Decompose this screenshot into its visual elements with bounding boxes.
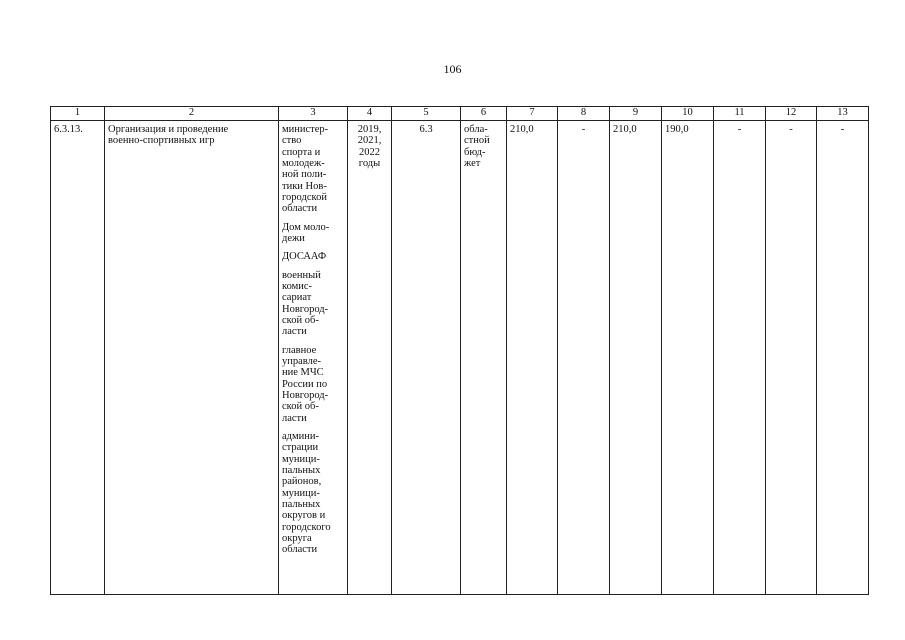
column-header-9: 9 xyxy=(610,107,662,121)
amount-col-13: - xyxy=(817,121,869,595)
years-line: 2019, xyxy=(357,124,382,135)
executor-line: области xyxy=(282,544,318,556)
source-line: бюд- xyxy=(464,146,486,158)
amount-col-8: - xyxy=(558,121,610,595)
amount-col-12: - xyxy=(766,121,817,595)
column-header-2: 2 xyxy=(105,107,279,121)
source-line: стной xyxy=(464,135,490,147)
column-header-5: 5 xyxy=(392,107,461,121)
executor-ministry xyxy=(282,124,344,215)
budget-table xyxy=(50,106,869,595)
executor-line: Дом моло- xyxy=(282,221,330,233)
column-header-3: 3 xyxy=(279,107,348,121)
executor-line: страции xyxy=(282,442,319,454)
executor-line: комис- xyxy=(282,280,313,292)
column-header-11: 11 xyxy=(714,107,766,121)
years-line: 2021, xyxy=(357,135,382,147)
executor-line: России по xyxy=(282,378,328,390)
executor-line: ние МЧС xyxy=(282,367,324,379)
executor-line: спорта и xyxy=(282,146,321,158)
executor-line: городской xyxy=(282,191,327,203)
executor-line: области xyxy=(282,203,318,215)
executor-line: молодеж- xyxy=(282,157,325,169)
column-header-10: 10 xyxy=(662,107,714,121)
executor-line: ской об- xyxy=(282,401,319,413)
executor-line: муници- xyxy=(282,487,320,499)
executor-line: Новгород- xyxy=(282,303,329,315)
executor-dosaaf xyxy=(282,251,344,262)
amount-col-10: 190,0 xyxy=(662,121,714,595)
executor-line: тики Нов- xyxy=(282,180,327,192)
amount-col-9: 210,0 xyxy=(610,121,662,595)
column-header-13: 13 xyxy=(817,107,869,121)
source-line: жет xyxy=(464,157,481,169)
source-line: обла- xyxy=(464,124,488,135)
column-header-1: 1 xyxy=(51,107,105,121)
executor-line: главное xyxy=(282,344,317,356)
years-line: 2022 xyxy=(359,146,380,158)
executor-military-commissariat xyxy=(282,270,344,338)
executor-line: ласти xyxy=(282,412,307,424)
column-header-8: 8 xyxy=(558,107,610,121)
funding-source xyxy=(461,121,507,595)
target-indicator-code: 6.3 xyxy=(392,121,461,595)
executor-line: военный xyxy=(282,269,321,281)
executors-cell xyxy=(279,121,348,595)
executor-line: районов, xyxy=(282,476,322,488)
amount-col-7: 210,0 xyxy=(507,121,558,595)
activity-name xyxy=(105,121,279,595)
executor-municipal-administrations xyxy=(282,431,344,556)
executor-line: сариат xyxy=(282,292,312,304)
column-header-7: 7 xyxy=(507,107,558,121)
executor-line: админи- xyxy=(282,430,320,442)
activity-name-line: военно-спортивных игр xyxy=(108,135,215,147)
column-header-12: 12 xyxy=(766,107,817,121)
executor-line: округов и xyxy=(282,510,326,522)
executor-line: дежи xyxy=(282,232,305,244)
executor-line: пальных xyxy=(282,464,321,476)
executor-line: ласти xyxy=(282,326,307,338)
executor-line: Новгород- xyxy=(282,389,329,401)
implementation-years xyxy=(348,121,392,595)
executor-emergencies-directorate xyxy=(282,345,344,424)
executor-line: управле- xyxy=(282,355,321,367)
table-row xyxy=(51,121,869,595)
executor-youth-house xyxy=(282,222,344,245)
page-number: 106 xyxy=(443,62,462,76)
executor-line: городского xyxy=(282,521,331,533)
amount-col-11: - xyxy=(714,121,766,595)
executor-line: ДОСААФ xyxy=(282,251,327,263)
activity-name-line: Организация и проведение xyxy=(108,124,229,135)
executor-line: министер- xyxy=(282,124,329,135)
executor-line: ской об- xyxy=(282,314,319,326)
column-header-4: 4 xyxy=(348,107,392,121)
executor-line: ство xyxy=(282,135,302,147)
row-code: 6.3.13. xyxy=(51,121,105,595)
executor-line: округа xyxy=(282,532,312,544)
executor-line: муници- xyxy=(282,453,320,465)
executor-line: ной поли- xyxy=(282,169,327,181)
column-header-6: 6 xyxy=(461,107,507,121)
years-line: годы xyxy=(358,157,381,169)
executor-line: пальных xyxy=(282,498,321,510)
header-row xyxy=(51,107,869,121)
